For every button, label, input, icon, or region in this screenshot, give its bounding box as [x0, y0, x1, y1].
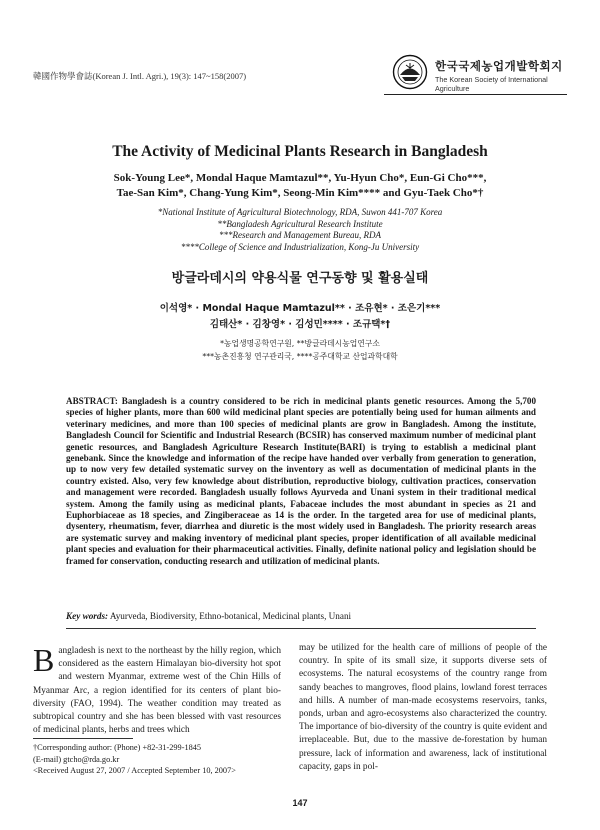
- drop-cap: B: [33, 642, 55, 678]
- body-column-left: [33, 642, 281, 737]
- affiliation-line: ***Research and Management Bureau, RDA: [218, 230, 382, 240]
- abstract: ABSTRACT: Bangladesh is a country considered to be rich in medicinal plants genetic resources. Among the 5,700 species of higher plants, more than 600 wild medicinal plant species are potentially being used for human ailments and veterinary medicines, and more than 100 species of medicinal plants are grow in Bangladesh. Among the institute, Bangladesh Council for Scientific and Industrial Research (BCSIR) has conserved maximum number of medicinal plant genetic resources, and Bangladesh Agriculture Research Institute(BARI) is trying to establish a medicinal plant genebank. Since the knowledge and information of the recipe have handed over verbally from generation to generation, up to now very few detailed systematic survey on the inventory as well as documentation of medicinal plants in the country existed. Also, very few knowledge about distribution, reproductive biology, cultivation practices, conservation and management were recorded. Bangladesh usually follows Ayurveda and Unani system in their traditional medical system. Among the family using as medicinal plants, Fabaceae includes the most abundant in species as 21 and Euphorbiaceae as 18 species, and Zingiberaceae as 14 is the order. In the targeted area for use of medicinal plants, dysentery, rheumatism, fever, diarrhea and diuretic is the most widely used in Bangladesh. The priority research areas are systematic survey and making inventory of medicinal plant species, proper identification of all available medicinal plant species and evaluation for their pharmaceutical activities. Finally, definite national policy and legislation should be framed for conservation, conducting research and utilization of medicinal plants.: [66, 396, 536, 566]
- footnote-received-dates: <Received August 27, 2007 / Accepted September 10, 2007>: [33, 766, 236, 775]
- keywords: [66, 611, 536, 621]
- society-name-line-2: Agriculture: [435, 84, 470, 93]
- keywords-divider: [66, 628, 536, 629]
- society-name-english: [435, 75, 548, 93]
- authors-korean-line-1: 이석영* · Mondal Haque Mamtazul** · 조유현* · 조은기***: [159, 303, 441, 314]
- footnote: [33, 742, 283, 777]
- society-name-korean: 한국국제농업개발학회지: [435, 59, 563, 73]
- journal-reference: 韓國作物學會誌(Korean J. Intl. Agri.), 19(3): 147~158(2007): [33, 71, 247, 81]
- footnote-divider: [33, 738, 133, 739]
- affiliation-korean-line: ***농촌진흥청 연구관리국, ****공주대학교 산업과학대학: [202, 352, 398, 361]
- page-number: 147: [292, 798, 308, 808]
- header-divider: [384, 94, 567, 95]
- affiliation-line: *National Institute of Agricultural Biotechnology, RDA, Suwon 441-707 Korea: [157, 207, 443, 217]
- affiliations-english: [0, 207, 600, 253]
- footnote-email: (E-mail) gtcho@rda.go.kr: [33, 754, 120, 764]
- footnote-corresponding-author: †Corresponding author: (Phone) +82-31-299-1845: [33, 743, 202, 752]
- paper-title-korean: 방글라데시의 약용식물 연구동향 및 활용실태: [171, 271, 429, 286]
- society-name-line-1: The Korean Society of International: [435, 75, 548, 84]
- keywords-list: Ayurveda, Biodiversity, Ethno-botanical, Medicinal plants, Unani: [109, 611, 352, 621]
- affiliation-korean-line: *농업생명공학연구원, **방글라데시농업연구소: [220, 339, 380, 348]
- affiliations-korean: [0, 337, 600, 363]
- authors-english-line-2: Tae-San Kim*, Chang-Yung Kim*, Seong-Min Kim**** and Gyu-Taek Cho*†: [116, 187, 484, 199]
- body-text-left: angladesh is next to the northeast by the hilly region, which considered as the eastern Himalayan bio-diversity hot spot and western Myanmar, extreme west of the Chin Hills of Myanmar Arc, a region identified for its centers of plant bio-diversity (FAO, 1994). The weather condition may treated as subtropical country and she has been blessed with vast resources of medicinal plants, herbs and trees which: [33, 646, 281, 736]
- affiliation-line: ****College of Science and Industrialization, Kong-Ju University: [180, 241, 420, 252]
- affiliation-line: **Bangladesh Agricultural Research Institute: [217, 218, 383, 229]
- society-logo-icon: [392, 54, 428, 90]
- keywords-label: Key words:: [66, 611, 109, 621]
- body-column-right: may be utilized for the health care of millions of people of the country. In spite of its small size, it supports diverse sets of ecosystems. The natural ecosystems of the country range from sandy beaches to mangroves, flood plains, lowland forest terraces and hills. A number of man-made ecosystems reservoirs, tanks, ponds, urban and agro-ecosystems also characterized the country. The importance of bio-diversity of the country is quite evident and irreplaceable. But, due to the massive de-forestation by human pressure, lack of information and awareness, lack of institutional capacity, gaps in pol-: [299, 643, 547, 772]
- authors-english-line-1: Sok-Young Lee*, Mondal Haque Mamtazul**, Yu-Hyun Cho*, Eun-Gi Cho***,: [113, 172, 487, 184]
- authors-korean-line-2: 김태산* · 김창영* · 김성민**** · 조규택*†: [209, 319, 391, 330]
- paper-title: The Activity of Medicinal Plants Research in Bangladesh: [112, 143, 488, 160]
